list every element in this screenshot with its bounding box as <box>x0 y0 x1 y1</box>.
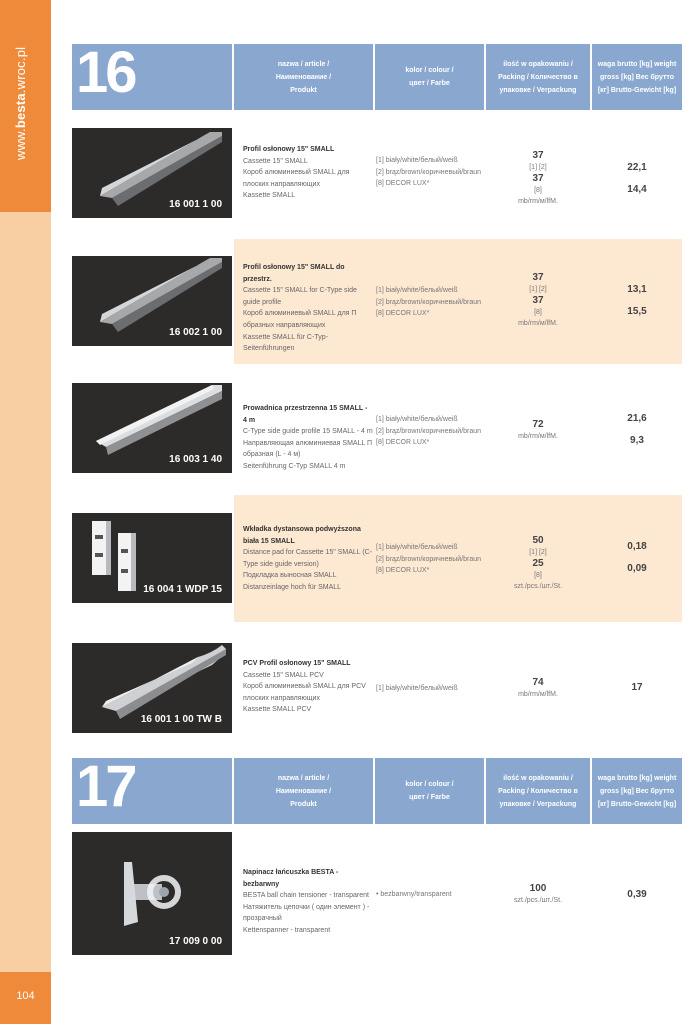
product-line: Distanzeinlage hoch für SMALL <box>243 583 342 591</box>
colour-option: [2] brąz/brown/коричневый/braun <box>376 555 482 563</box>
packing-quantity <box>486 150 590 207</box>
product-code: 16 002 1 00 <box>169 327 222 338</box>
product-code: 17 009 0 00 <box>169 936 222 947</box>
colour-option: [1] biały/white/белый/weiß <box>376 544 458 551</box>
colour-list <box>376 155 484 190</box>
weight-values <box>592 279 682 323</box>
colour-option: [8] DECOR LUX* <box>376 439 430 447</box>
product-title: Profil osłonowy 15" SMALL <box>243 146 335 153</box>
packing-quantity <box>486 535 590 592</box>
weight-values <box>592 408 682 452</box>
product-line: Distance pad for Cassette 15" SMALL (C-Type side guide version) <box>243 549 373 568</box>
product-code: 16 001 1 00 TW B <box>140 714 222 725</box>
packing-number: 72 <box>532 419 544 430</box>
product-image <box>72 513 232 603</box>
weight-value: 22,1 <box>627 162 647 173</box>
packing-quantity <box>486 419 590 442</box>
colour-option: • bezbarwny/transparent <box>376 891 452 898</box>
product-description <box>243 867 373 937</box>
product-line: Seitenführung C-Typ SMALL 4 m <box>243 462 346 470</box>
colour-option: [1] biały/white/белый/weiß <box>376 287 458 294</box>
header-colour: kolor / colour / цвет / Farbe <box>375 44 484 110</box>
section-16-header <box>72 40 682 110</box>
weight-value: 0,09 <box>627 563 647 574</box>
colour-list <box>376 889 484 901</box>
product-line: Направляющая алюминиевая SMALL П образная (L - 4 м) <box>243 439 373 459</box>
product-line: Cassette 15" SMALL PCV <box>243 671 324 679</box>
packing-variant: [8] <box>534 309 542 316</box>
product-title: Napinacz łańcuszka BESTA - bezbarwny <box>243 869 339 888</box>
colour-option: [1] biały/white/белый/weiß <box>376 685 458 692</box>
section-number-cell <box>72 754 232 824</box>
colour-option: [1] biały/white/белый/weiß <box>376 157 458 164</box>
packing-quantity <box>486 677 590 700</box>
header-packing: ilość w opakowaniu / Packing / Количество в упаковке / Verpackung <box>486 758 590 824</box>
product-line: Короб алюминиевый SMALL для PCV плоских направляющих <box>243 683 366 702</box>
colour-option: [2] brąz/brown/коричневый/braun <box>376 168 482 176</box>
header-name: nazwa / article / Наименование / Produkt <box>234 758 373 824</box>
product-line: Kassette SMALL für C-Typ-Seitenführungen <box>243 333 328 353</box>
product-title: Prowadnica przestrzenna 15 SMALL - 4 m <box>243 405 368 424</box>
product-line: Короб алюминиевый SMALL для плоских направляющих <box>243 169 350 188</box>
colour-option: [1] biały/white/белый/weiß <box>376 416 458 423</box>
product-line: Kettenspanner - transparent <box>243 926 331 934</box>
weight-value: 0,39 <box>627 889 647 900</box>
product-image <box>72 383 232 473</box>
product-line: Короб алюминиевый SMALL для П образных направляющих <box>243 310 357 329</box>
weight-value: 17 <box>631 682 643 693</box>
product-description <box>243 403 373 473</box>
packing-number: 100 <box>529 883 547 894</box>
packing-variant: [1] [2] <box>529 164 547 171</box>
url-brand: besta <box>13 93 28 129</box>
product-line: Подкладка выносная SMALL <box>243 572 337 580</box>
product-code: 16 001 1 00 <box>169 199 222 210</box>
weight-value: 0,18 <box>627 541 647 552</box>
product-line: Cassette 15" SMALL <box>243 157 308 165</box>
product-image <box>72 128 232 218</box>
packing-number: 25 <box>532 558 544 569</box>
packing-variant: [8] <box>534 187 542 194</box>
product-image <box>72 643 232 733</box>
weight-value: 13,1 <box>627 284 647 295</box>
packing-number: 74 <box>532 677 544 688</box>
header-colour: kolor / colour / цвет / Farbe <box>375 758 484 824</box>
colour-list <box>376 285 484 320</box>
packing-number: 37 <box>532 295 544 306</box>
website-url[interactable] <box>13 47 28 160</box>
packing-variant: [8] <box>534 572 542 579</box>
product-line: Kassette SMALL <box>243 192 296 200</box>
colour-option: [2] brąz/brown/коричневый/braun <box>376 298 482 306</box>
packing-unit: mb/rm/м/lfM. <box>518 433 558 440</box>
weight-values <box>592 884 682 906</box>
product-description <box>243 262 373 355</box>
header-packing: ilość w opakowaniu / Packing / Количество в упаковке / Verpackung <box>486 44 590 110</box>
product-line: BESTA ball chain tensioner - transparent <box>243 892 369 900</box>
product-line: Kassette SMALL PCV <box>243 706 312 714</box>
product-code: 16 004 1 WDP 15 <box>143 584 222 595</box>
weight-values <box>592 157 682 201</box>
section-number-cell <box>72 40 232 110</box>
header-name: nazwa / article / Наименование / Produkt <box>234 44 373 110</box>
product-description <box>243 144 373 202</box>
product-image <box>72 832 232 955</box>
product-title: Profil osłonowy 15" SMALL do przestrz. <box>243 264 345 283</box>
section-number: 16 <box>76 40 135 105</box>
packing-number: 37 <box>532 150 544 161</box>
weight-value: 21,6 <box>627 413 647 424</box>
packing-number: 37 <box>532 272 544 283</box>
weight-values <box>592 677 682 699</box>
packing-quantity <box>486 883 590 906</box>
colour-list <box>376 414 484 449</box>
page-number: 104 <box>16 990 35 1002</box>
packing-variant: [1] [2] <box>529 286 547 293</box>
url-prefix: www. <box>13 128 28 160</box>
packing-unit: mb/rm/м/lfM. <box>518 320 558 327</box>
product-description <box>243 524 373 594</box>
colour-option: [8] DECOR LUX* <box>376 567 430 575</box>
product-line: C-Type side guide profile 15 SMALL - 4 m <box>243 428 373 436</box>
weight-values <box>592 536 682 580</box>
packing-unit: mb/rm/м/lfM. <box>518 691 558 698</box>
product-description <box>243 658 373 716</box>
product-line: Cassette 15" SMALL for C-Type side guide profile <box>243 287 357 306</box>
product-title: PCV Profil osłonowy 15" SMALL <box>243 660 351 667</box>
url-suffix: .wroc.pl <box>13 46 28 94</box>
packing-quantity <box>486 272 590 329</box>
product-line: Натяжитель цепочки ( один элемент ) - прозрачный <box>243 903 370 923</box>
colour-list <box>376 542 484 577</box>
packing-unit: szt./pcs./шт./St. <box>513 897 563 904</box>
colour-option: [8] DECOR LUX* <box>376 310 430 318</box>
colour-option: [8] DECOR LUX* <box>376 180 430 188</box>
packing-variant: [1] [2] <box>529 549 547 556</box>
colour-list <box>376 683 484 695</box>
packing-unit: mb/rm/м/lfM. <box>518 198 558 205</box>
header-weight: waga brutto [kg] weight gross [kg] Вес брутто [кг] Brutto-Gewicht [kg] <box>592 758 682 824</box>
section-number: 17 <box>76 754 135 819</box>
section-17-header <box>72 754 682 824</box>
packing-unit: szt./pcs./шт./St. <box>513 583 563 590</box>
product-title: Wkładka dystansowa podwyższona biała 15 SMALL <box>243 526 361 545</box>
packing-number: 37 <box>532 173 544 184</box>
product-image <box>72 256 232 346</box>
header-weight: waga brutto [kg] weight gross [kg] Вес брутто [кг] Brutto-Gewicht [kg] <box>592 44 682 110</box>
packing-number: 50 <box>532 535 544 546</box>
colour-option: [2] brąz/brown/коричневый/braun <box>376 427 482 435</box>
weight-value: 9,3 <box>630 435 644 446</box>
product-code: 16 003 1 40 <box>169 454 222 465</box>
weight-value: 14,4 <box>627 184 647 195</box>
weight-value: 15,5 <box>627 306 647 317</box>
